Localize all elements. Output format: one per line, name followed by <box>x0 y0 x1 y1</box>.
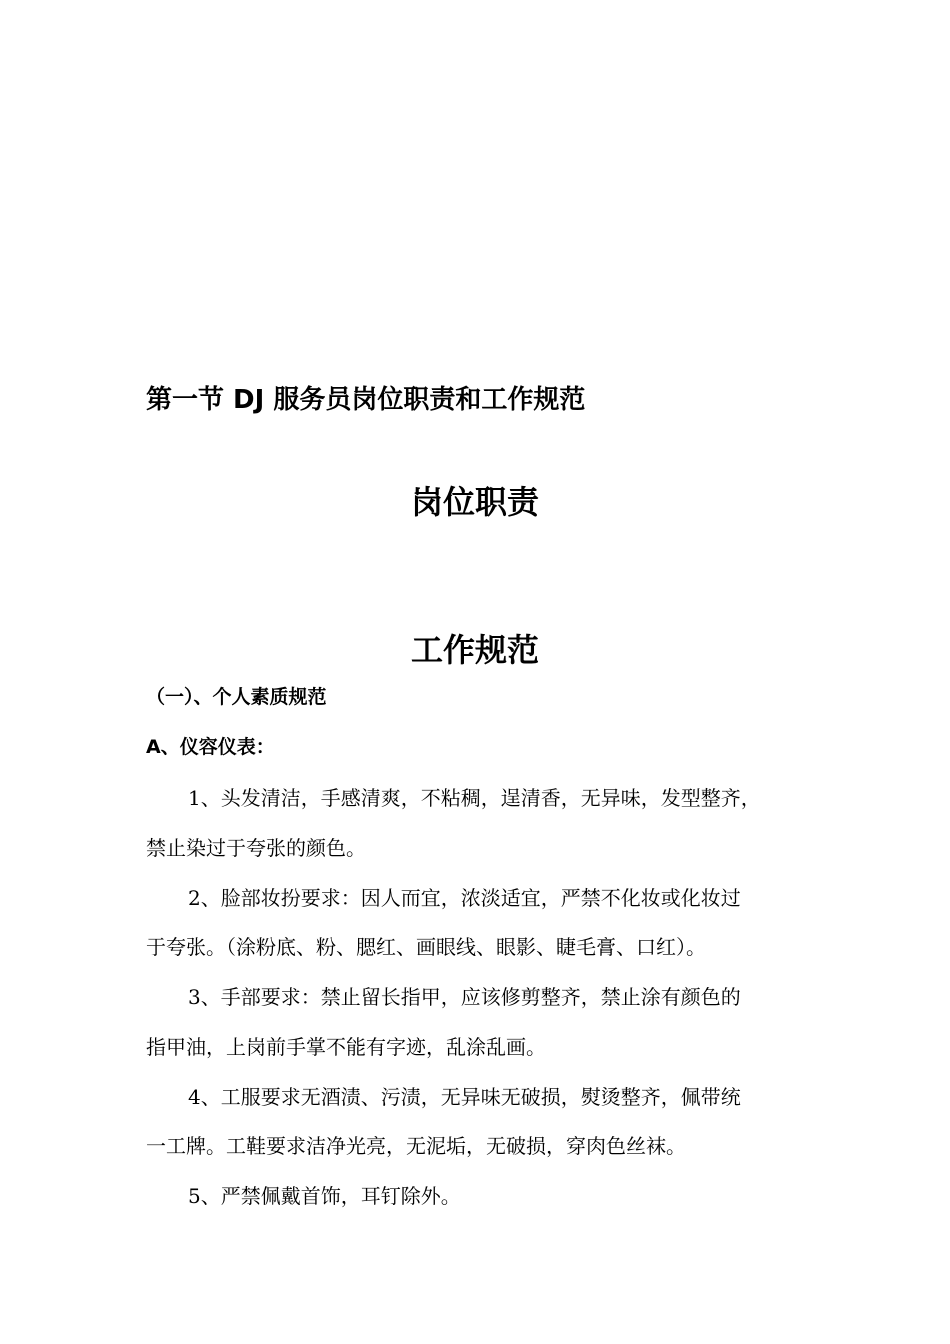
paragraph-line: 1、头发清洁，手感清爽，不粘稠，逞清香，无异味，发型整齐， <box>188 786 761 810</box>
paragraph-line: 5、严禁佩戴首饰，耳钉除外。 <box>188 1184 461 1208</box>
subheading-appearance: A、仪容仪表： <box>146 736 275 758</box>
paragraph-line: 禁止染过于夸张的颜色。 <box>146 836 366 860</box>
paragraph-line: 2、脸部妆扮要求：因人而宜，浓淡适宜，严禁不化妆或化妆过 <box>188 886 741 910</box>
subheading-personal: （一）、个人素质规范 <box>146 686 327 708</box>
paragraph-line: 指甲油，上岗前手掌不能有字迹，乱涂乱画。 <box>146 1035 546 1059</box>
paragraph-line: 4、工服要求无酒渍、污渍，无异味无破损，熨烫整齐，佩带统 <box>188 1085 741 1109</box>
heading-norms: 工作规范 <box>410 631 539 669</box>
paragraph-line: 一工牌。工鞋要求洁净光亮，无泥垢，无破损，穿肉色丝袜。 <box>146 1134 686 1158</box>
paragraph-line: 于夸张。（涂粉底、粉、腮红、画眼线、眼影、睫毛膏、口红）。 <box>146 935 706 959</box>
paragraph-line: 3、手部要求：禁止留长指甲，应该修剪整齐，禁止涂有颜色的 <box>188 985 741 1009</box>
heading-duties: 岗位职责 <box>410 483 539 521</box>
section-title: 第一节 DJ 服务员岗位职责和工作规范 <box>146 385 586 415</box>
